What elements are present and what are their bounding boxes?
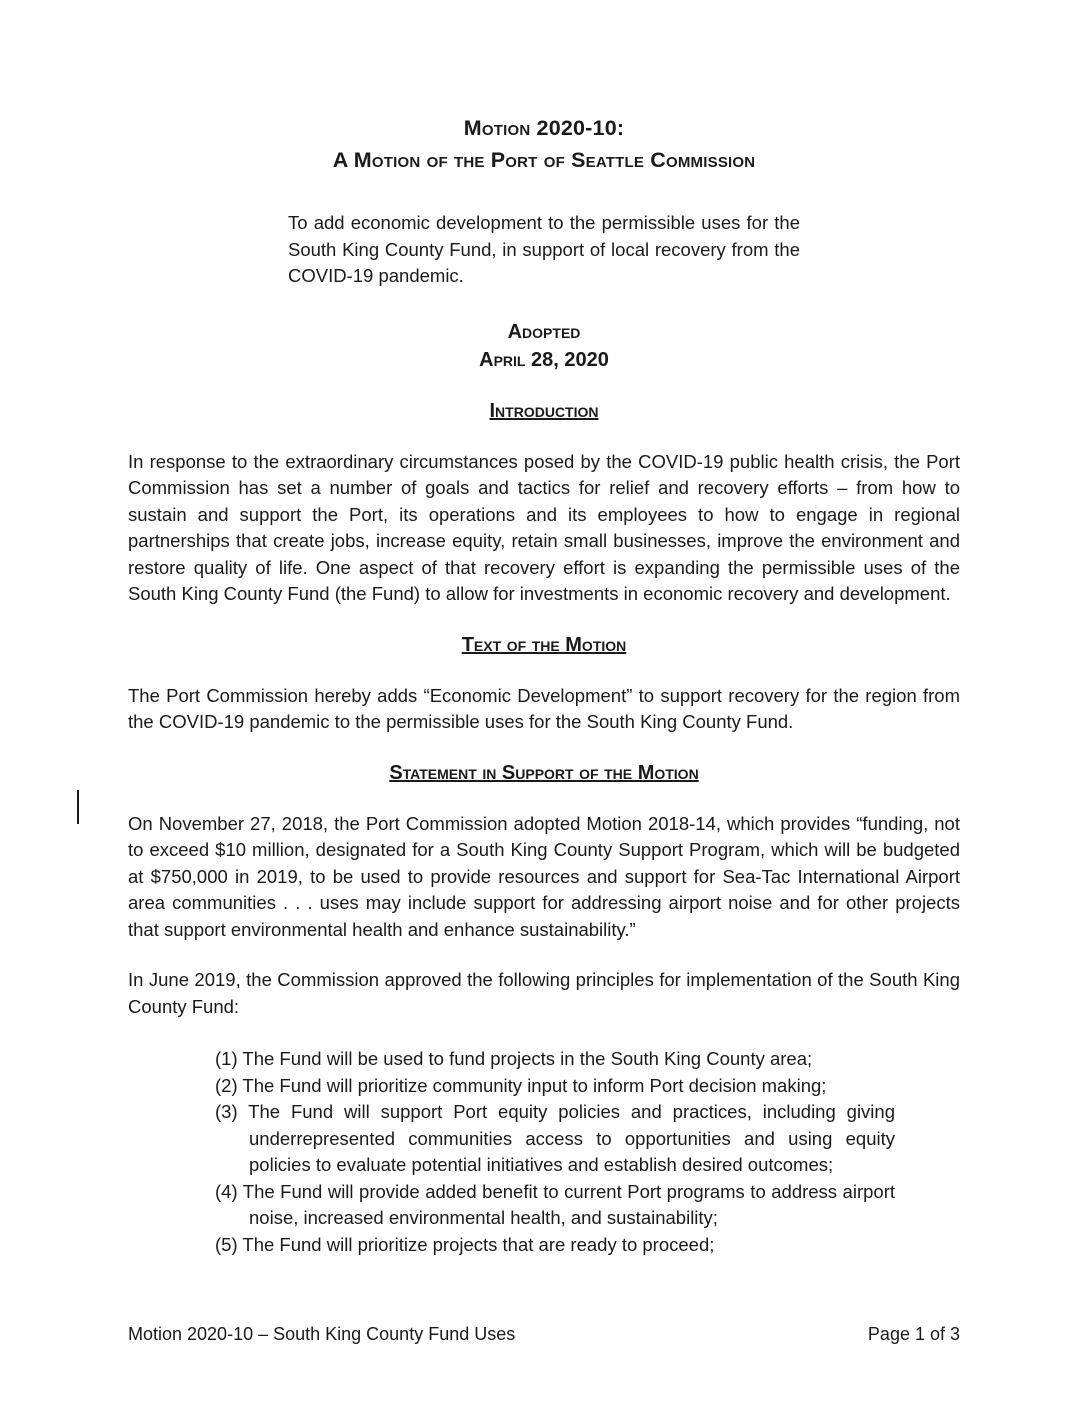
list-item: (3) The Fund will support Port equity policies and practices, including giving underrepresented communities access to opportunities and using equity policies to evaluate potential initiatives and establish desired outcomes; <box>215 1101 895 1175</box>
document-title-line2: A Motion of the Port of Seattle Commission <box>332 148 756 172</box>
statement-heading-text: Statement in Support of the Motion <box>389 761 699 784</box>
statement-paragraph-2: In June 2019, the Commission approved the following principles for implementation of the South King County Fund: <box>128 969 960 1017</box>
introduction-heading <box>128 398 960 425</box>
list-item: (5) The Fund will prioritize projects that are ready to proceed; <box>215 1233 715 1255</box>
list-item: (2) The Fund will prioritize community input to inform Port decision making; <box>215 1074 827 1096</box>
document-title-line1: Motion 2020-10: <box>463 116 625 140</box>
subtitle-paragraph: To add economic development to the permissible uses for the South King County Fund, in support of local recovery from the COVID-19 pandemic. <box>288 212 800 286</box>
statement-paragraph-1: On November 27, 2018, the Port Commission adopted Motion 2018-14, which provides “funding, not to exceed $10 million, designated for a South King County Support Program, which will be budgeted at $750,000 in 2019, to be used to provide resources and support for Sea-Tac International Airport area communities . . . uses may include support for addressing airport noise and for other projects that support environmental health and enhance sustainability.” <box>128 812 960 940</box>
adopted-date: April 28, 2020 <box>479 348 609 371</box>
page-footer <box>128 1322 960 1346</box>
text-of-motion-paragraph: The Port Commission hereby adds “Economic Development” to support recovery for the region from the COVID-19 pandemic to the permissible uses for the South King County Fund. <box>128 684 960 732</box>
list-item: (4) The Fund will provide added benefit to current Port programs to address airport noise, increased environmental health, and sustainability; <box>215 1180 895 1228</box>
adopted-label: Adopted <box>507 320 581 343</box>
statement-section <box>128 760 960 1259</box>
text-of-motion-heading-text: Text of the Motion <box>461 633 627 656</box>
text-of-motion-heading <box>128 632 960 659</box>
document-title <box>128 112 960 176</box>
introduction-heading-text: Introduction <box>489 399 599 422</box>
statement-heading <box>128 760 960 787</box>
adopted-block <box>128 318 960 374</box>
revision-change-bar <box>77 790 79 824</box>
footer-page-number: Page 1 of 3 <box>867 1324 960 1344</box>
footer-doc-title: Motion 2020-10 – South King County Fund Uses <box>128 1324 516 1344</box>
principles-list <box>215 1046 895 1258</box>
list-item: (1) The Fund will be used to fund projects in the South King County area; <box>215 1048 813 1069</box>
introduction-paragraph: In response to the extraordinary circumstances posed by the COVID-19 public health crisis, the Port Commission has set a number of goals and tactics for relief and recovery efforts – from how to sustain and support the Port, its operations and its employees to how to engage in regional partnerships that create jobs, increase equity, retain small businesses, improve the environment and restore quality of life. One aspect of that recovery effort is expanding the permissible uses of the South King County Fund (the Fund) to allow for investments in economic recovery and development. <box>128 450 960 604</box>
